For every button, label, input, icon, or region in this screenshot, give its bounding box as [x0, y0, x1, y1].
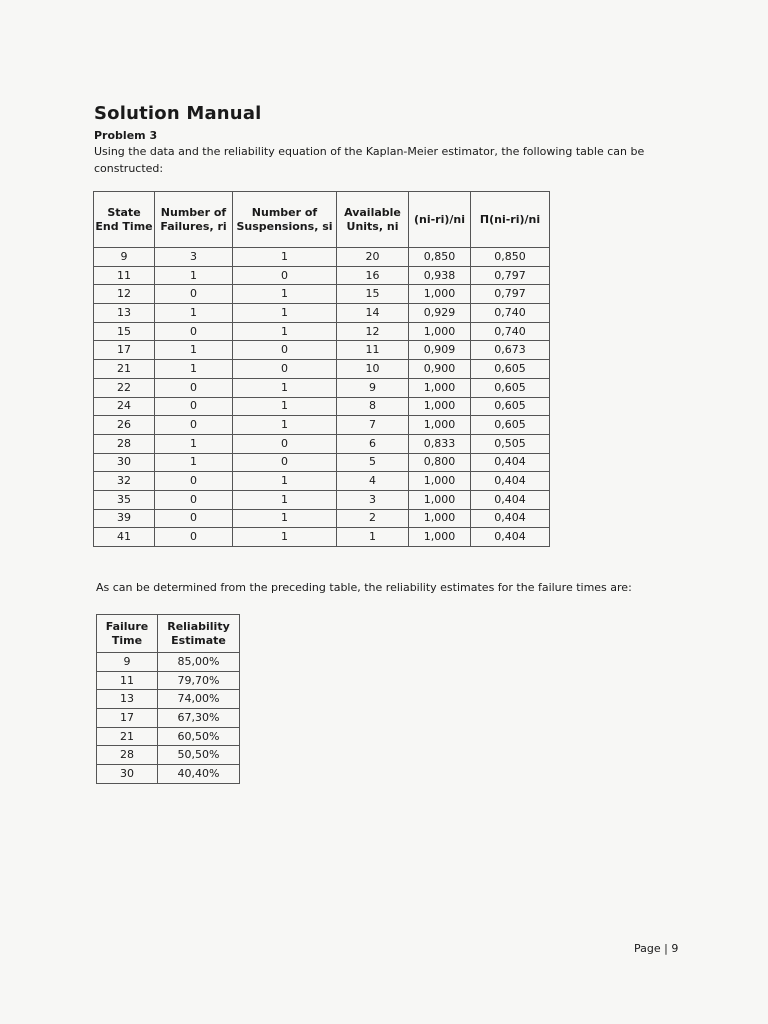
- table-cell: 3: [337, 490, 409, 509]
- table-row: [94, 266, 550, 285]
- table-cell: 0,505: [471, 434, 550, 453]
- table-cell: 2: [337, 509, 409, 528]
- table-cell: 85,00%: [158, 653, 240, 672]
- table-cell: 1: [233, 397, 337, 416]
- table-row: [94, 341, 550, 360]
- table-cell: 0,850: [409, 248, 471, 267]
- table-cell: 13: [97, 690, 158, 709]
- table-cell: 0: [155, 378, 233, 397]
- table-cell: 1: [233, 528, 337, 547]
- table-cell: 1,000: [409, 472, 471, 491]
- reliability-table-body: [97, 653, 240, 784]
- table-cell: 3: [155, 248, 233, 267]
- reliability-estimates-table: [96, 614, 240, 784]
- table-cell: 7: [337, 416, 409, 435]
- table-cell: 9: [94, 248, 155, 267]
- table-cell: 0,605: [471, 378, 550, 397]
- table-row: [97, 653, 240, 672]
- table-cell: 0,833: [409, 434, 471, 453]
- table-row: [94, 378, 550, 397]
- table-cell: 11: [94, 266, 155, 285]
- table-cell: 1: [233, 322, 337, 341]
- table-row: [94, 248, 550, 267]
- page-number: Page | 9: [634, 942, 679, 955]
- table-cell: 0,605: [471, 397, 550, 416]
- table-cell: 10: [337, 360, 409, 379]
- table-row: [97, 746, 240, 765]
- table-cell: 15: [337, 285, 409, 304]
- table-cell: 0,605: [471, 360, 550, 379]
- table-row: [94, 453, 550, 472]
- table-cell: 1,000: [409, 490, 471, 509]
- table-cell: 4: [337, 472, 409, 491]
- table-cell: 41: [94, 528, 155, 547]
- table-cell: 13: [94, 304, 155, 323]
- header-reliability-estimate: Reliability Estimate: [158, 615, 240, 653]
- table-cell: 1: [233, 304, 337, 323]
- table-cell: 0: [233, 434, 337, 453]
- table-cell: 24: [94, 397, 155, 416]
- header-number-of-suspensions: Number of Suspensions, si: [233, 192, 337, 248]
- table-cell: 1: [155, 341, 233, 360]
- table-cell: 74,00%: [158, 690, 240, 709]
- table-row: [94, 322, 550, 341]
- table-row: [94, 434, 550, 453]
- table-cell: 0: [233, 341, 337, 360]
- kaplan-meier-table: [93, 191, 550, 547]
- table-cell: 1: [233, 472, 337, 491]
- table-cell: 1,000: [409, 528, 471, 547]
- table-row: [94, 509, 550, 528]
- table-row: [94, 472, 550, 491]
- table-cell: 21: [94, 360, 155, 379]
- table-cell: 1: [155, 360, 233, 379]
- table-cell: 8: [337, 397, 409, 416]
- table-row: [94, 528, 550, 547]
- table-cell: 0: [233, 360, 337, 379]
- table-cell: 60,50%: [158, 727, 240, 746]
- table-cell: 0,404: [471, 472, 550, 491]
- table-cell: 0,797: [471, 285, 550, 304]
- table-cell: 17: [94, 341, 155, 360]
- table-cell: 1: [155, 453, 233, 472]
- table-cell: 0,404: [471, 509, 550, 528]
- table-cell: 6: [337, 434, 409, 453]
- table-cell: 11: [97, 671, 158, 690]
- table-cell: 1: [233, 416, 337, 435]
- table-row: [94, 304, 550, 323]
- table-cell: 22: [94, 378, 155, 397]
- table-row: [97, 765, 240, 784]
- table-cell: 0,900: [409, 360, 471, 379]
- reliability-header-row: [97, 615, 240, 653]
- table-cell: 40,40%: [158, 765, 240, 784]
- table-cell: 28: [94, 434, 155, 453]
- table-cell: 17: [97, 709, 158, 728]
- table-cell: 0: [233, 453, 337, 472]
- header-product-ratio: Π(ni-ri)/ni: [471, 192, 550, 248]
- table-cell: 0,740: [471, 322, 550, 341]
- table-row: [94, 490, 550, 509]
- table-cell: 0: [155, 472, 233, 491]
- table-cell: 1,000: [409, 378, 471, 397]
- intro-paragraph: Using the data and the reliability equation of the Kaplan-Meier estimator, the following table can be constructed:: [94, 145, 645, 175]
- header-number-of-failures: Number of Failures, ri: [155, 192, 233, 248]
- table-cell: 20: [337, 248, 409, 267]
- table-row: [97, 727, 240, 746]
- table-cell: 0,929: [409, 304, 471, 323]
- table-cell: 0: [233, 266, 337, 285]
- table-cell: 30: [94, 453, 155, 472]
- header-state-end-time: State End Time: [94, 192, 155, 248]
- table-cell: 0,850: [471, 248, 550, 267]
- table-cell: 1: [233, 285, 337, 304]
- table-cell: 0: [155, 322, 233, 341]
- table-cell: 1: [155, 434, 233, 453]
- table-cell: 0,938: [409, 266, 471, 285]
- table-cell: 0,404: [471, 453, 550, 472]
- table-row: [94, 285, 550, 304]
- table-cell: 5: [337, 453, 409, 472]
- table-cell: 0,800: [409, 453, 471, 472]
- table-cell: 15: [94, 322, 155, 341]
- header-failure-time: Failure Time: [97, 615, 158, 653]
- table-cell: 50,50%: [158, 746, 240, 765]
- table-cell: 0: [155, 490, 233, 509]
- table-cell: 21: [97, 727, 158, 746]
- table-cell: 39: [94, 509, 155, 528]
- table-cell: 67,30%: [158, 709, 240, 728]
- table-row: [94, 360, 550, 379]
- table-cell: 11: [337, 341, 409, 360]
- table-cell: 79,70%: [158, 671, 240, 690]
- table-cell: 0,797: [471, 266, 550, 285]
- table-cell: 0: [155, 528, 233, 547]
- table-cell: 1,000: [409, 285, 471, 304]
- table-cell: 1: [233, 248, 337, 267]
- table-cell: 1,000: [409, 397, 471, 416]
- table-cell: 0,909: [409, 341, 471, 360]
- table-cell: 14: [337, 304, 409, 323]
- table-cell: 0: [155, 397, 233, 416]
- header-available-units: Available Units, ni: [337, 192, 409, 248]
- table-cell: 0,673: [471, 341, 550, 360]
- table-cell: 1,000: [409, 509, 471, 528]
- table-cell: 9: [337, 378, 409, 397]
- table-row: [94, 416, 550, 435]
- table-cell: 1: [233, 509, 337, 528]
- kaplan-meier-header-row: [94, 192, 550, 248]
- table-cell: 1,000: [409, 416, 471, 435]
- table-cell: 0,404: [471, 490, 550, 509]
- table-cell: 16: [337, 266, 409, 285]
- table-cell: 1: [337, 528, 409, 547]
- table-cell: 1: [233, 490, 337, 509]
- table-cell: 0: [155, 285, 233, 304]
- table-row: [97, 690, 240, 709]
- table-cell: 12: [94, 285, 155, 304]
- problem-label: Problem 3: [94, 129, 158, 142]
- table-cell: 26: [94, 416, 155, 435]
- header-ratio: (ni-ri)/ni: [409, 192, 471, 248]
- table-cell: 35: [94, 490, 155, 509]
- table-cell: 9: [97, 653, 158, 672]
- table-cell: 0: [155, 416, 233, 435]
- table-cell: 28: [97, 746, 158, 765]
- table-cell: 1: [155, 304, 233, 323]
- conclusion-paragraph: As can be determined from the preceding table, the reliability estimates for the failure times are:: [96, 581, 632, 594]
- table-cell: 0,740: [471, 304, 550, 323]
- table-cell: 0,605: [471, 416, 550, 435]
- table-cell: 1: [155, 266, 233, 285]
- table-cell: 30: [97, 765, 158, 784]
- table-cell: 1,000: [409, 322, 471, 341]
- table-cell: 32: [94, 472, 155, 491]
- table-cell: 0,404: [471, 528, 550, 547]
- table-row: [94, 397, 550, 416]
- table-row: [97, 671, 240, 690]
- kaplan-meier-table-body: [94, 248, 550, 547]
- table-row: [97, 709, 240, 728]
- table-cell: 0: [155, 509, 233, 528]
- table-cell: 12: [337, 322, 409, 341]
- page-title: Solution Manual: [94, 103, 262, 124]
- table-cell: 1: [233, 378, 337, 397]
